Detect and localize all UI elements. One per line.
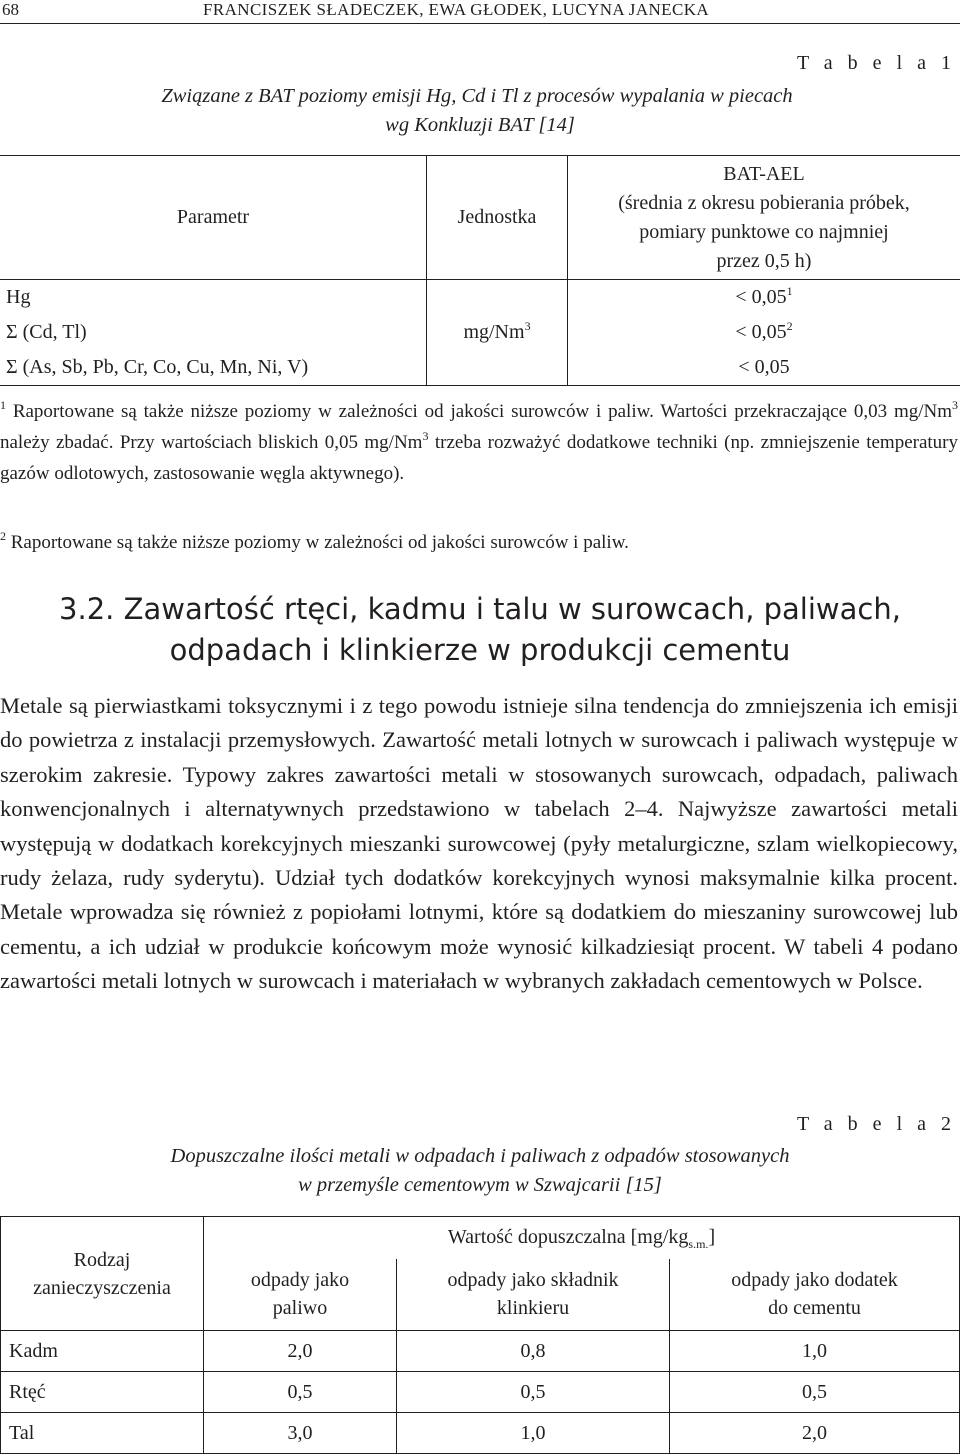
table2-row-name: Rtęć: [1, 1372, 204, 1413]
table1-unit-exp: 3: [525, 319, 531, 333]
table2: [0, 1216, 960, 1454]
table1-caption-line1: Związane z BAT poziomy emisji Hg, Cd i Tl z procesów wypalania w piecach: [0, 82, 957, 111]
table-row: [1, 1372, 960, 1413]
running-header-authors: FRANCISZEK SŁADECZEK, EWA GŁODEK, LUCYNA JANECKA: [203, 0, 709, 20]
table1-value-metals: < 0,05: [568, 350, 960, 386]
table2-head-col2-line2: klinkieru: [397, 1294, 669, 1322]
body-paragraph: Metale są pierwiastkami toksycznymi i z tego powodu istnieje silna tendencja do zmniejszenia ich emisji do powietrza z instalacji przemysłowych. Zawartość metali lotnych w surowcach i paliwach występuje w szerokim zakresie. Typowy zakres zawartości metali w stosowanych surowcach, odpadach, paliwach konwencjonalnych i alternatywnych przedstawiono w tabelach 2–4. Najwyższe zawartości metali występują w dodatkach korekcyjnych mieszanki surowcowej (pyły metalurgiczne, szlam wielkopiecowy, rudy żelaza, rudy syderytu). Udział tych dodatków korekcyjnych wynosi maksymalnie kilka procent. Metale wprowadza się również z popiołami lotnymi, które są dodatkiem do mieszaniny surowcowej lub cementu, a ich udział w produkcie końcowym może wynosić kilkadziesiąt procent. W tabeli 4 podano zawartości metali lotnych w surowcach i materiałach w wybranych zakładach cementowych w Polsce.: [0, 689, 958, 999]
table2-cell: 2,0: [204, 1331, 397, 1372]
table2-head-col1-line1: odpady jako: [204, 1266, 396, 1294]
table2-cell: 1,0: [397, 1413, 670, 1454]
table2-head-group: [204, 1217, 960, 1259]
table1-head-bat-line4: przez 0,5 h): [568, 247, 960, 276]
table1-unit: mg/Nm: [463, 321, 524, 343]
table1-head-bat-line3: pomiary punktowe co najmniej: [568, 218, 960, 247]
table2-head-col2-line1: odpady jako składnik: [397, 1266, 669, 1294]
footnote-1-text-b: należy zbadać. Przy wartościach bliskich 0,05 mg/Nm: [0, 432, 422, 453]
table1-head-param: Parametr: [0, 156, 427, 280]
table2-head-group-end: ]: [708, 1226, 715, 1248]
footnote-1-text-c: trzeba rozważyć dodatkowe techniki (np. zmniejszenie temperatury gazów odlotowych, zastosowanie węgla aktywnego).: [0, 432, 958, 484]
table2-row-name: Kadm: [1, 1331, 204, 1372]
table2-head-group-text: Wartość dopuszczalna [mg/kg: [448, 1226, 689, 1248]
footnote-2-text: Raportowane są także niższe poziomy w zależności od jakości surowców i paliw.: [11, 532, 629, 553]
table-row: [0, 280, 960, 316]
table2-head-type-line1: Rodzaj: [1, 1246, 203, 1274]
table1-caption-line2: wg Konkluzji BAT [14]: [0, 111, 960, 140]
table2-row-name: Tal: [1, 1413, 204, 1454]
footnote-2-mark: 2: [0, 529, 6, 543]
footnote-1-exp1: 3: [952, 398, 958, 412]
table1-value-hg: [568, 280, 960, 316]
table1-label: T a b e l a 1: [797, 52, 956, 75]
table1-caption: [0, 82, 960, 140]
table2-head-col2: [397, 1259, 670, 1331]
table1-head-bat-line2: (średnia z okresu pobierania próbek,: [568, 189, 960, 218]
table1-value-hg-text: < 0,05: [735, 286, 786, 308]
table2-cell: 1,0: [670, 1331, 960, 1372]
table2-caption: [0, 1142, 960, 1200]
table2-cell: 0,5: [670, 1372, 960, 1413]
table2-cell: 0,5: [204, 1372, 397, 1413]
table-row: [1, 1331, 960, 1372]
table2-cell: 0,8: [397, 1331, 670, 1372]
page-number: 68: [2, 0, 19, 20]
table1-value-cd-tl-fn: 2: [787, 319, 793, 333]
table1-head-bat: [568, 156, 960, 280]
footnote-2: [0, 528, 958, 559]
table2-caption-line1: Dopuszczalne ilości metali w odpadach i paliwach z odpadów stosowanych: [0, 1142, 960, 1171]
table1-value-cd-tl-text: < 0,05: [735, 321, 786, 343]
table2-head-type-line2: zanieczyszczenia: [1, 1274, 203, 1302]
table1-head-bat-line1: BAT-AEL: [568, 160, 960, 189]
footnote-1-exp2: 3: [422, 429, 428, 443]
table2-cell: 0,5: [397, 1372, 670, 1413]
section-heading: [0, 589, 960, 671]
table2-caption-line2: w przemyśle cementowym w Szwajcarii [15]: [0, 1171, 960, 1200]
section-heading-line2: odpadach i klinkierze w produkcji cementu: [0, 630, 960, 671]
table2-header-row: [1, 1217, 960, 1259]
section-heading-line1: 3.2. Zawartość rtęci, kadmu i talu w surowcach, paliwach,: [0, 589, 960, 630]
footnote-1-text-a: Raportowane są także niższe poziomy w zależności od jakości surowców i paliw. Wartości przekraczające 0,03 mg/Nm: [13, 401, 952, 422]
table1-param-metals: Σ (As, Sb, Pb, Cr, Co, Cu, Mn, Ni, V): [0, 350, 427, 386]
table2-head-col3-line1: odpady jako dodatek: [670, 1266, 959, 1294]
table1-param-hg: Hg: [0, 280, 427, 316]
footnote-1: [0, 397, 958, 489]
header-rule: [0, 23, 960, 24]
table2-head-type: [1, 1217, 204, 1331]
footnote-1-mark: 1: [0, 398, 6, 412]
table1: [0, 155, 960, 386]
table-row: [1, 1413, 960, 1454]
table2-head-col3: [670, 1259, 960, 1331]
table1-unit-cell: [427, 280, 568, 386]
table1-head-unit: Jednostka: [427, 156, 568, 280]
table1-param-cd-tl: Σ (Cd, Tl): [0, 315, 427, 350]
table1-header-row: [0, 156, 960, 280]
table2-head-col1: [204, 1259, 397, 1331]
table2-head-col1-line2: paliwo: [204, 1294, 396, 1322]
table1-value-cd-tl: [568, 315, 960, 350]
table1-value-hg-fn: 1: [787, 284, 793, 298]
table2-cell: 3,0: [204, 1413, 397, 1454]
table2-head-col3-line2: do cementu: [670, 1294, 959, 1322]
table2-label: T a b e l a 2: [797, 1113, 956, 1136]
table2-head-group-sub: s.m.: [688, 1237, 708, 1251]
table2-cell: 2,0: [670, 1413, 960, 1454]
